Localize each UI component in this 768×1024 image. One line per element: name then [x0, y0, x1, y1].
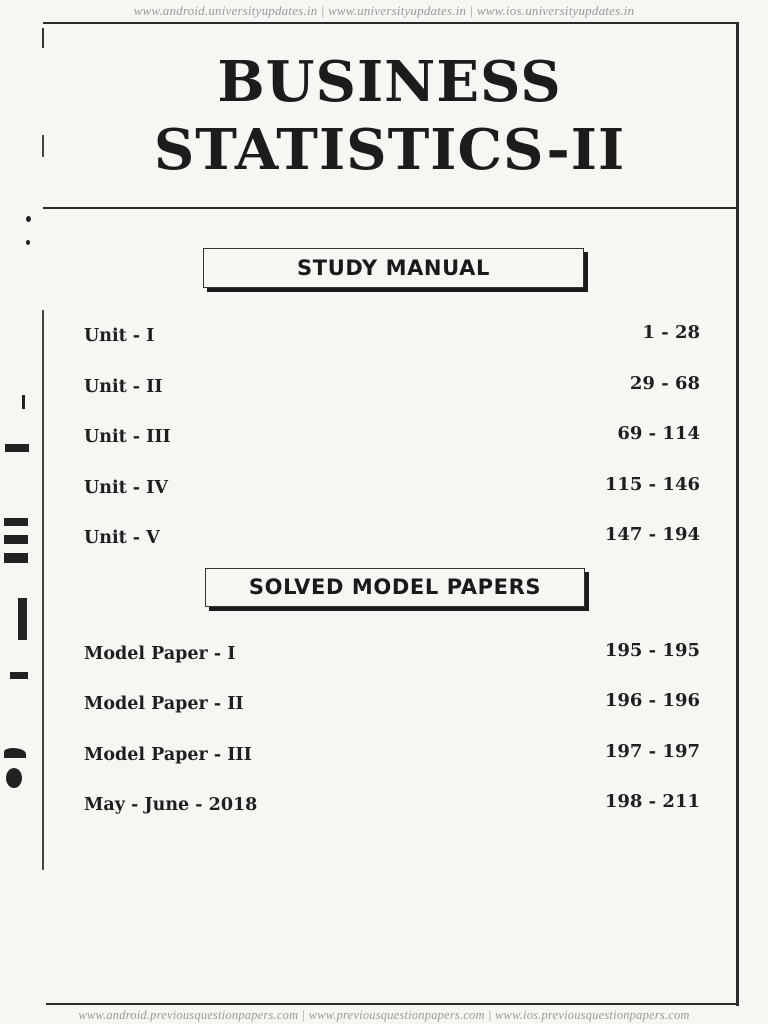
toc-pages: 195 - 195	[604, 640, 700, 661]
binding-mark	[4, 748, 26, 758]
toc-label: Unit - II	[84, 377, 163, 397]
binding-mark	[6, 768, 22, 788]
binding-mark	[4, 553, 28, 563]
title-line-1: BUSINESS	[217, 49, 562, 115]
toc-row	[84, 640, 700, 674]
toc-row	[84, 423, 700, 457]
binding-mark	[4, 518, 28, 526]
toc-row	[84, 474, 700, 508]
toc-label: Unit - III	[84, 427, 171, 447]
study-manual-heading: STUDY MANUAL	[203, 248, 584, 288]
left-margin-rule	[42, 28, 44, 48]
toc-pages: 1 - 28	[642, 322, 700, 343]
binding-mark	[22, 395, 25, 409]
toc-label: May - June - 2018	[84, 795, 258, 815]
book-title	[43, 48, 736, 184]
toc-pages: 115 - 146	[604, 474, 700, 495]
bottom-watermark-url: www.android.previousquestionpapers.com | www.previousquestionpapers.com | www.ios.previousquestionpapers.com	[78, 1008, 690, 1022]
toc-pages: 196 - 196	[604, 690, 700, 711]
binding-mark	[10, 672, 28, 679]
toc-row	[84, 524, 700, 558]
binding-mark	[26, 240, 30, 245]
toc-row	[84, 791, 700, 825]
binding-mark	[5, 444, 29, 452]
title-line-2: STATISTICS-II	[153, 117, 626, 183]
toc-pages: 197 - 197	[604, 741, 700, 762]
frame-bottom-border	[46, 1003, 738, 1005]
toc-row	[84, 322, 700, 356]
top-watermark-url: www.android.universityupdates.in | www.universityupdates.in | www.ios.universityupdates.in	[133, 3, 635, 18]
toc-label: Unit - I	[84, 326, 155, 346]
toc-pages: 147 - 194	[604, 524, 700, 545]
toc-pages: 198 - 211	[604, 791, 700, 812]
binding-mark	[4, 535, 28, 544]
binding-mark	[18, 598, 27, 640]
toc-pages: 69 - 114	[617, 423, 700, 444]
toc-label: Unit - V	[84, 528, 160, 548]
toc-row	[84, 741, 700, 775]
toc-label: Model Paper - III	[84, 745, 252, 765]
toc-label: Model Paper - II	[84, 694, 244, 714]
toc-pages: 29 - 68	[629, 373, 700, 394]
title-divider	[43, 207, 738, 209]
toc-label: Model Paper - I	[84, 644, 236, 664]
binding-mark	[26, 216, 31, 222]
toc-row	[84, 373, 700, 407]
left-margin-rule	[42, 310, 44, 870]
frame-right-border	[736, 22, 739, 1006]
toc-label: Unit - IV	[84, 478, 168, 498]
solved-model-papers-heading: SOLVED MODEL PAPERS	[205, 568, 585, 607]
toc-row	[84, 690, 700, 724]
frame-top-border	[43, 22, 738, 24]
